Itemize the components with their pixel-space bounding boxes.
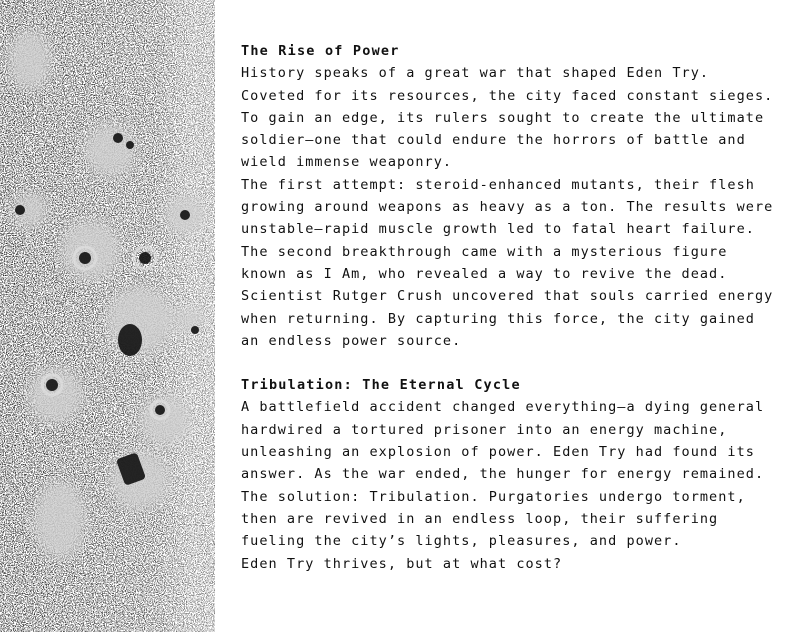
section-heading: The Rise of Power [241,43,400,59]
section-tribulation [241,374,781,575]
article [241,40,781,575]
section-rise-of-power [241,40,781,352]
section-heading: Tribulation: The Eternal Cycle [241,377,521,394]
grainy-faces-illustration-icon [0,0,215,632]
side-illustration [0,0,215,632]
paragraph: The first attempt: steroid-enhanced mutants, their flesh growing around weapons as heavy as a ton. The results were unstable—rapid muscle growth led to fatal heart failure. [241,176,774,238]
paragraph: History speaks of a great war that shaped Eden Try. Coveted for its resources, the city faced constant sieges. To gain an edge, its rulers sought to create the ultimate soldier—one that could endure the horrors of battle and wield immense weaponry. [241,65,774,171]
paragraph: A battlefield accident changed everything—a dying general hardwired a tortured prisoner into an energy machine, unleashing an explosion of power. Eden Try had found its answer. As the war ended, the hunger for energy remained. [241,399,765,483]
paragraph: The second breakthrough came with a mysterious figure known as I Am, who revealed a way to revive the dead. Scientist Rutger Crush uncovered that souls carried energy when returning. By capturing this force, the city gained an endless power source. [241,243,774,349]
paragraph: Eden Try thrives, but at what cost? [241,555,563,572]
paragraph: The solution: Tribulation. Purgatories undergo torment, then are revived in an endless loop, their suffering fueling the city’s lights, pleasures, and power. [241,488,746,550]
